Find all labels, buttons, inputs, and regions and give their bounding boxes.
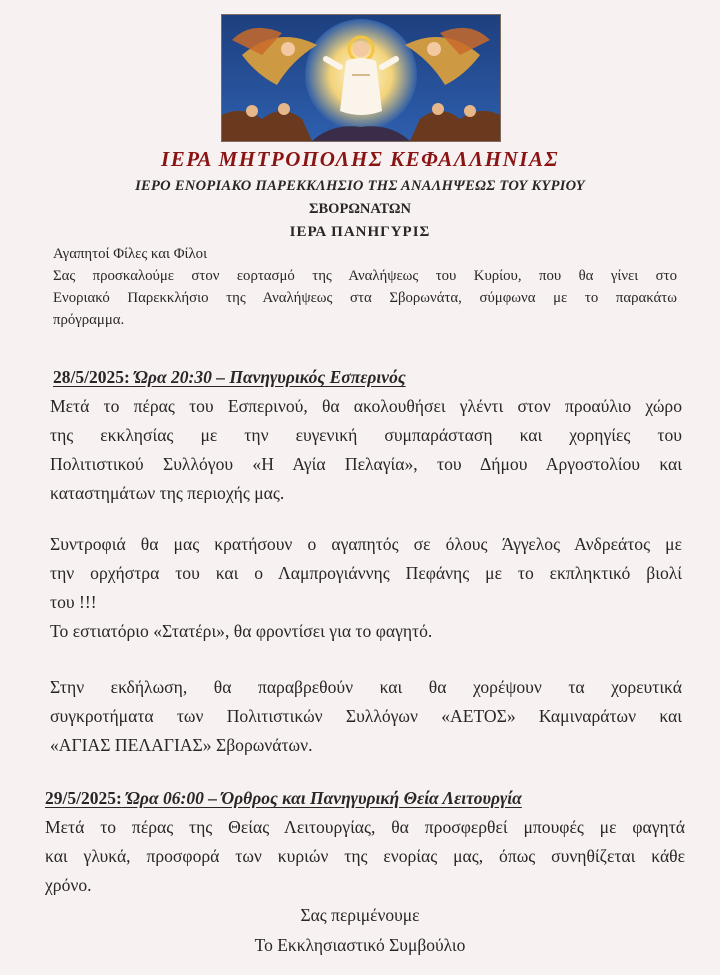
- chapel-title: ΙΕΡΟ ΕΝΟΡΙΑΚΟ ΠΑΡΕΚΚΛΗΣΙΟ ΤΗΣ ΑΝΑΛΗΨΕΩΣ ΤΟΥ ΚΥΡΙΟΥ: [135, 178, 585, 194]
- schedule-heading-vespers: [53, 367, 406, 388]
- invitation-line: Ενοριακό Παρεκκλήσιο της Αναλήψεως στα Σβορωνάτα, σύμφωνα με το παρακάτω: [53, 290, 677, 306]
- paragraph-line: «ΑΓΙΑΣ ΠΕΛΑΓΙΑΣ» Σβορωνάτων.: [50, 735, 313, 755]
- paragraph-line: Μετά το πέρας του Εσπερινού, θα ακολουθήσει γλέντι στον προαύλιο χώρο: [50, 396, 682, 416]
- paragraph-line: Πολιτιστικού Συλλόγου «Η Αγία Πελαγία», του Δήμου Αργοστολίου και: [50, 454, 682, 474]
- metropolis-title: ΙΕΡΑ ΜΗΤΡΟΠΟΛΗΣ ΚΕΦΑΛΛΗΝΙΑΣ: [161, 147, 559, 171]
- music-paragraph: [50, 530, 682, 646]
- schedule-title: Ώρα 20:30 – Πανηγυρικός Εσπερινός: [129, 367, 406, 387]
- signature-council: Το Εκκλησιαστικό Συμβούλιο: [254, 935, 466, 955]
- paragraph-line: του !!!: [50, 592, 97, 612]
- invitation-paragraph: [53, 265, 677, 331]
- paragraph-line: και γλυκά, προσφορά των κυριών της ενορίας μας, όπως συνηθίζεται κάθε: [45, 846, 685, 866]
- festivity-paragraph: [50, 392, 682, 508]
- liturgy-paragraph: [45, 813, 685, 900]
- invitation-line: πρόγραμμα.: [53, 312, 125, 328]
- closing-line: Σας περιμένουμε: [300, 905, 420, 925]
- paragraph-line: Μετά το πέρας της Θείας Λειτουργίας, θα προσφερθεί μπουφές με φαγητά: [45, 817, 685, 837]
- schedule-title: Ώρα 06:00 – Όρθρος και Πανηγυρική Θεία Λειτουργία: [121, 788, 522, 808]
- village-title: ΣΒΟΡΩΝΑΤΩΝ: [309, 201, 411, 217]
- festival-title: ΙΕΡΑ ΠΑΝΗΓΥΡΙΣ: [289, 224, 431, 240]
- schedule-heading-liturgy: [45, 788, 522, 809]
- paragraph-line: της εκκλησίας με την ευγενική συμπαράσταση και χορηγίες του: [50, 425, 682, 445]
- ascension-icon: [221, 14, 501, 142]
- paragraph-line: συγκροτήματα των Πολιτιστικών Συλλόγων «ΑΕΤΟΣ» Καμιναράτων και: [50, 706, 682, 726]
- paragraph-line: χρόνο.: [45, 875, 92, 895]
- schedule-date: 28/5/2025:: [53, 367, 130, 387]
- dance-paragraph: [50, 673, 682, 760]
- greeting: Αγαπητοί Φίλες και Φίλοι: [53, 246, 208, 262]
- invitation-line: Σας προσκαλούμε στον εορτασμό της Αναλήψεως του Κυρίου, που θα γίνει στο: [53, 268, 677, 284]
- paragraph-line: καταστημάτων της περιοχής μας.: [50, 483, 285, 503]
- paragraph-line: την ορχήστρα του και ο Λαμπρογιάννης Πεφάνης με το εκπληκτικό βιολί: [50, 563, 682, 583]
- schedule-date: 29/5/2025:: [45, 788, 122, 808]
- paragraph-line: Το εστιατόριο «Στατέρι», θα φροντίσει για το φαγητό.: [50, 621, 433, 641]
- paragraph-line: Συντροφιά θα μας κρατήσουν ο αγαπητός σε όλους Άγγελος Ανδρεάτος με: [50, 534, 682, 554]
- paragraph-line: Στην εκδήλωση, θα παραβρεθούν και θα χορέψουν τα χορευτικά: [50, 677, 682, 697]
